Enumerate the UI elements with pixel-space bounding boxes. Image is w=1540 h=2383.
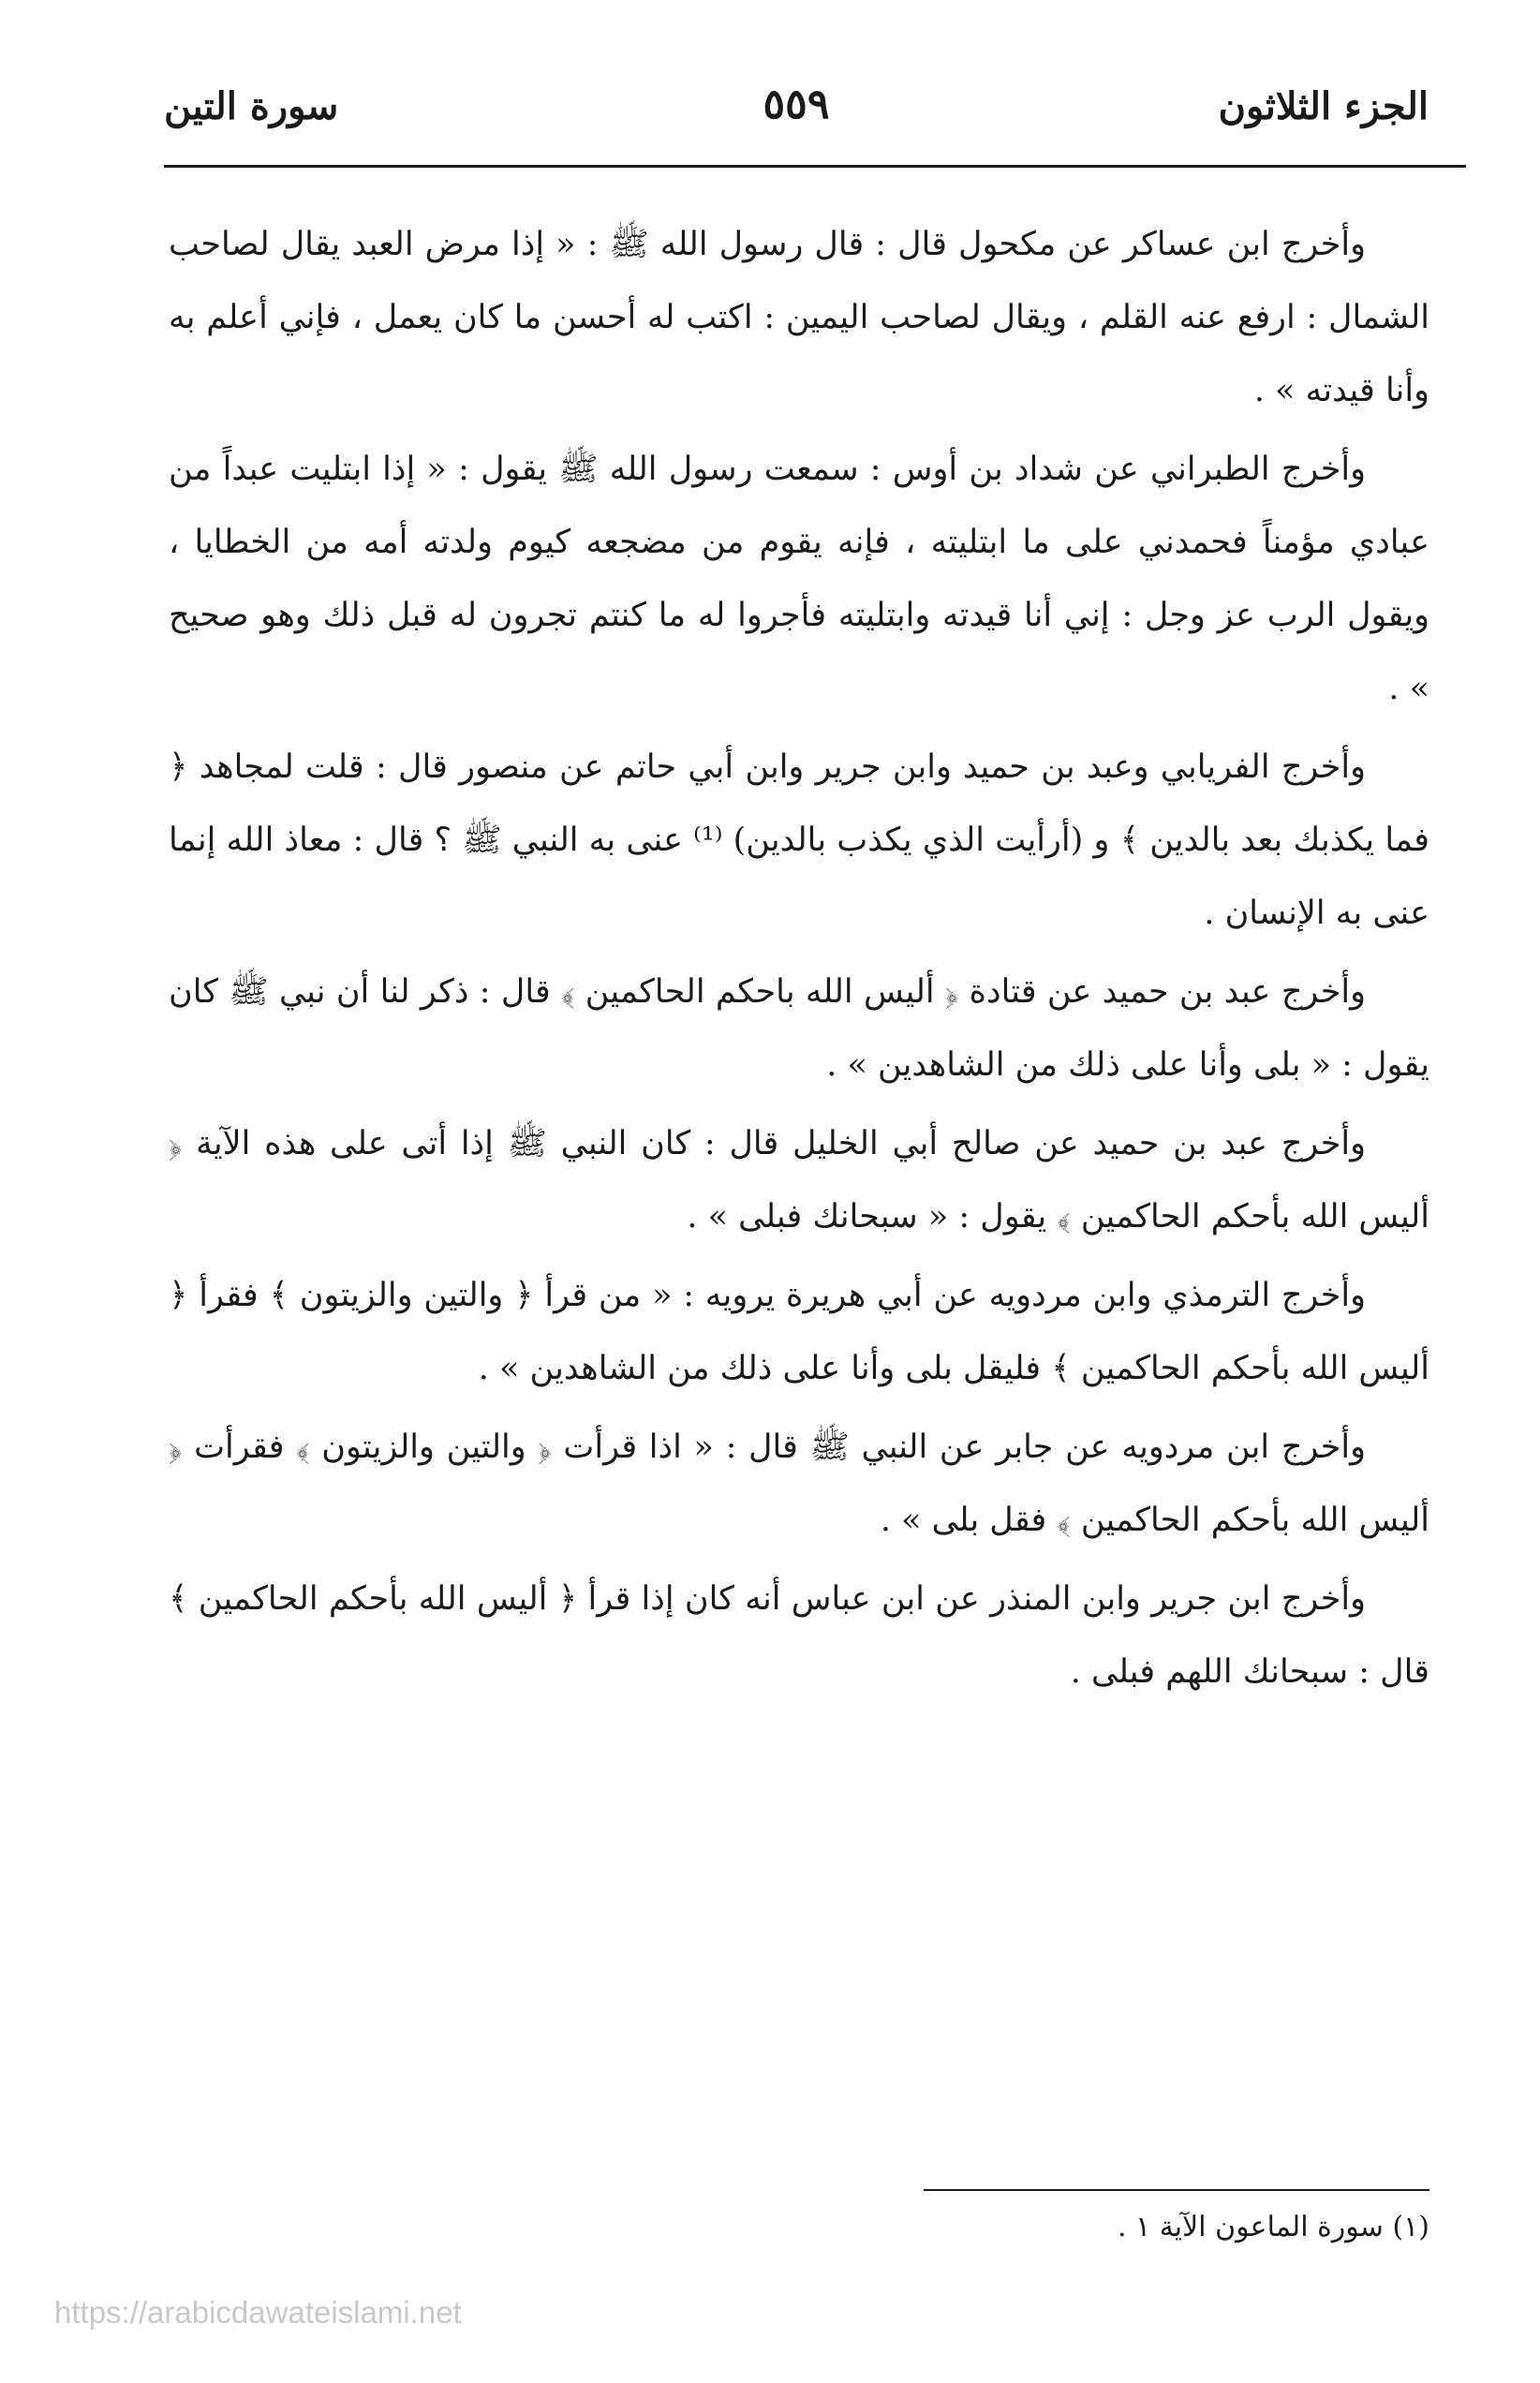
footnote: (١) سورة الماعون الآية ١ .: [1117, 2211, 1429, 2243]
page-number: ٥٥٩: [763, 81, 830, 128]
paragraph-4: وأخرج عبد بن حميد عن قتادة ﴿ أليس الله باحكم الحاكمين ﴾ قال : ذكر لنا أن نبي ﷺ كان يقول : « بلى وأنا على ذلك من الشاهدين » .: [169, 973, 1429, 1084]
paragraph-3: وأخرج الفريابي وعبد بن حميد وابن جرير وابن أبي حاتم عن منصور قال : قلت لمجاهد ﴿ فما يكذبك بعد بالدين ﴾ و (أرأيت الذي يكذب بالدين) ⁽¹⁾ عنى به النبي ﷺ ؟ قال : معاذ الله إنما عنى به الإنسان .: [169, 748, 1429, 932]
header-divider: [164, 165, 1466, 168]
paragraph-6: وأخرج الترمذي وابن مردويه عن أبي هريرة يرويه : « من قرأ ﴿ والتين والزيتون ﴾ فقرأ ﴿ أليس الله بأحكم الحاكمين ﴾ فليقل بلى وأنا على ذلك من الشاهدين » .: [169, 1277, 1429, 1387]
main-text: [169, 208, 1429, 1714]
part-title: الجزء الثلاثون: [1218, 84, 1429, 128]
paragraph-7: وأخرج ابن مردويه عن جابر عن النبي ﷺ قال : « اذا قرأت ﴿ والتين والزيتون ﴾ فقرأت ﴿ أليس الله بأحكم الحاكمين ﴾ فقل بلى » .: [169, 1428, 1429, 1539]
footnote-divider: [924, 2189, 1429, 2191]
paragraph-2: وأخرج الطبراني عن شداد بن أوس : سمعت رسول الله ﷺ يقول : « إذا ابتليت عبداً من عبادي مؤمناً فحمدني على ما ابتليته ، فإنه يقوم من مضجعه كيوم ولدته أمه من الخطايا ، ويقول الرب عز وجل : إني أنا قيدته وابتليته فأجروا له ما كنتم تجرون له قبل ذلك وهو صحيح » .: [169, 451, 1429, 707]
surah-title: سورة التين: [164, 84, 339, 128]
page-header: [164, 75, 1429, 141]
paragraph-8: وأخرج ابن جرير وابن المنذر عن ابن عباس أنه كان إذا قرأ ﴿ أليس الله بأحكم الحاكمين ﴾ قال : سبحانك اللهم فبلى .: [169, 1580, 1429, 1691]
paragraph-1: وأخرج ابن عساكر عن مكحول قال : قال رسول الله ﷺ : « إذا مرض العبد يقال لصاحب الشمال : ارفع عنه القلم ، ويقال لصاحب اليمين : اكتب له أحسن ما كان يعمل ، فإني أعلم به وأنا قيدته » .: [169, 226, 1429, 409]
paragraph-5: وأخرج عبد بن حميد عن صالح أبي الخليل قال : كان النبي ﷺ إذا أتى على هذه الآية ﴿ أليس الله بأحكم الحاكمين ﴾ يقول : « سبحانك فبلى » .: [169, 1125, 1429, 1236]
watermark-url: https://arabicdawateislami.net: [54, 2295, 462, 2330]
